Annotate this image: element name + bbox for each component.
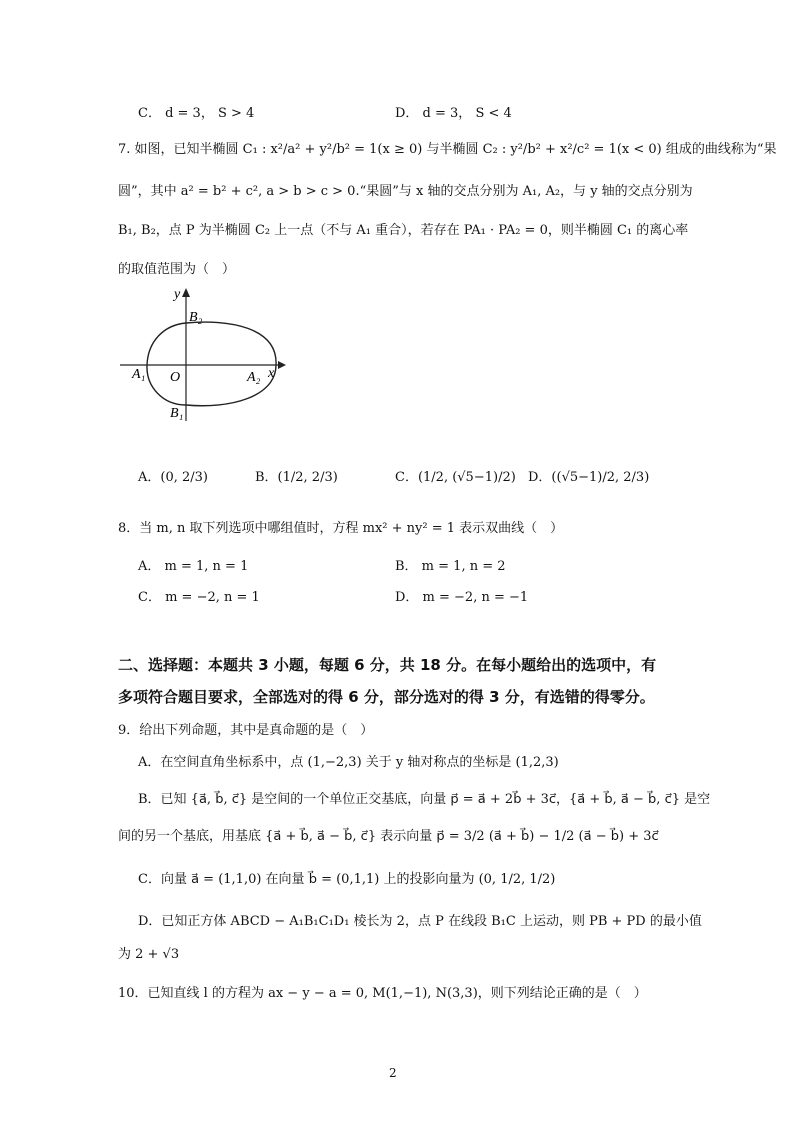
x-axis-label: x: [268, 366, 275, 381]
q9-option-d-line1: D．已知正方体 ABCD − A₁B₁C₁D₁ 棱长为 2，点 P 在线段 B₁C 上运动，则 PB + PD 的最小值: [138, 914, 702, 929]
q6-option-c: C． d = 3， S > 4: [138, 106, 255, 121]
b1-label: B₁: [170, 406, 184, 421]
page-number: 2: [389, 1066, 397, 1080]
q9-option-b-line1: B．已知 {a⃗, b⃗, c⃗} 是空间的一个单位正交基底，向量 p⃗ = a⃗ + 2b⃗ + 3c⃗，{a⃗ + b⃗, a⃗ − b⃗, c⃗} 是空: [138, 792, 711, 807]
q7-stem-line1: 7. 如图，已知半椭圆 C₁ : x²/a² + y²/b² = 1(x ≥ 0) 与半椭圆 C₂ : y²/b² + x²/c² = 1(x < 0) 组成的曲线称为“果: [118, 142, 777, 157]
q9-option-d-line2: 为 2 + √3: [118, 947, 180, 962]
q7-option-d: D．((√5−1)/2, 2/3): [528, 470, 650, 485]
a1-label: A₁: [132, 367, 146, 382]
fruit-ellipse-figure: [118, 285, 288, 425]
q8-option-c: C． m = −2, n = 1: [138, 590, 260, 605]
q9-option-a: A．在空间直角坐标系中，点 (1,−2,3) 关于 y 轴对称点的坐标是 (1,2,3): [138, 755, 559, 770]
x-axis-arrow: [278, 361, 286, 369]
origin-label: O: [170, 370, 181, 385]
q8-option-a: A． m = 1, n = 1: [138, 559, 249, 574]
q7-stem-line3: B₁, B₂，点 P 为半椭圆 C₂ 上一点（不与 A₁ 重合），若存在 PA₁ · PA₂ = 0，则半椭圆 C₁ 的离心率: [118, 223, 689, 238]
q9-stem: 9．给出下列命题，其中是真命题的是（ ）: [118, 723, 374, 738]
a2-label: A₂: [247, 370, 261, 385]
q9-option-b-line2: 间的另一个基底，用基底 {a⃗ + b⃗, a⃗ − b⃗, c⃗} 表示向量 p⃗ = 3/2 (a⃗ + b⃗) − 1/2 (a⃗ − b⃗) + 3c⃗: [118, 829, 659, 844]
q10-stem: 10．已知直线 l 的方程为 ax − y − a = 0, M(1,−1), N(3,3)，则下列结论正确的是（ ）: [118, 986, 647, 1001]
q7-stem-line2: 圆”，其中 a² = b² + c², a > b > c > 0.“果圆”与 x 轴的交点分别为 A₁, A₂，与 y 轴的交点分别为: [118, 184, 693, 199]
q8-option-d: D． m = −2, n = −1: [395, 590, 529, 605]
q9-option-c: C．向量 a⃗ = (1,1,0) 在向量 b⃗ = (0,1,1) 上的投影向量为 (0, 1/2, 1/2): [138, 872, 556, 887]
y-axis-arrow: [182, 288, 190, 297]
q8-stem: 8．当 m, n 取下列选项中哪组值时，方程 mx² + ny² = 1 表示双曲线（ ）: [118, 521, 564, 536]
y-axis-label: y: [174, 287, 181, 302]
q7-stem-line4: 的取值范围为（ ）: [118, 262, 236, 277]
q7-option-c: C．(1/2, (√5−1)/2): [395, 470, 516, 485]
q7-option-b: B．(1/2, 2/3): [255, 470, 338, 485]
section2-heading-line1: 二、选择题：本题共 3 小题，每题 6 分，共 18 分。在每小题给出的选项中，有: [118, 656, 657, 674]
q8-option-b: B． m = 1, n = 2: [395, 559, 506, 574]
fruit-curve: [147, 322, 276, 406]
section2-heading-line2: 多项符合题目要求，全部选对的得 6 分，部分选对的得 3 分，有选错的得零分。: [118, 688, 655, 706]
q7-option-a: A．(0, 2/3): [138, 470, 208, 485]
b2-label: B₂: [189, 310, 203, 325]
q6-option-d: D． d = 3， S < 4: [395, 106, 512, 121]
